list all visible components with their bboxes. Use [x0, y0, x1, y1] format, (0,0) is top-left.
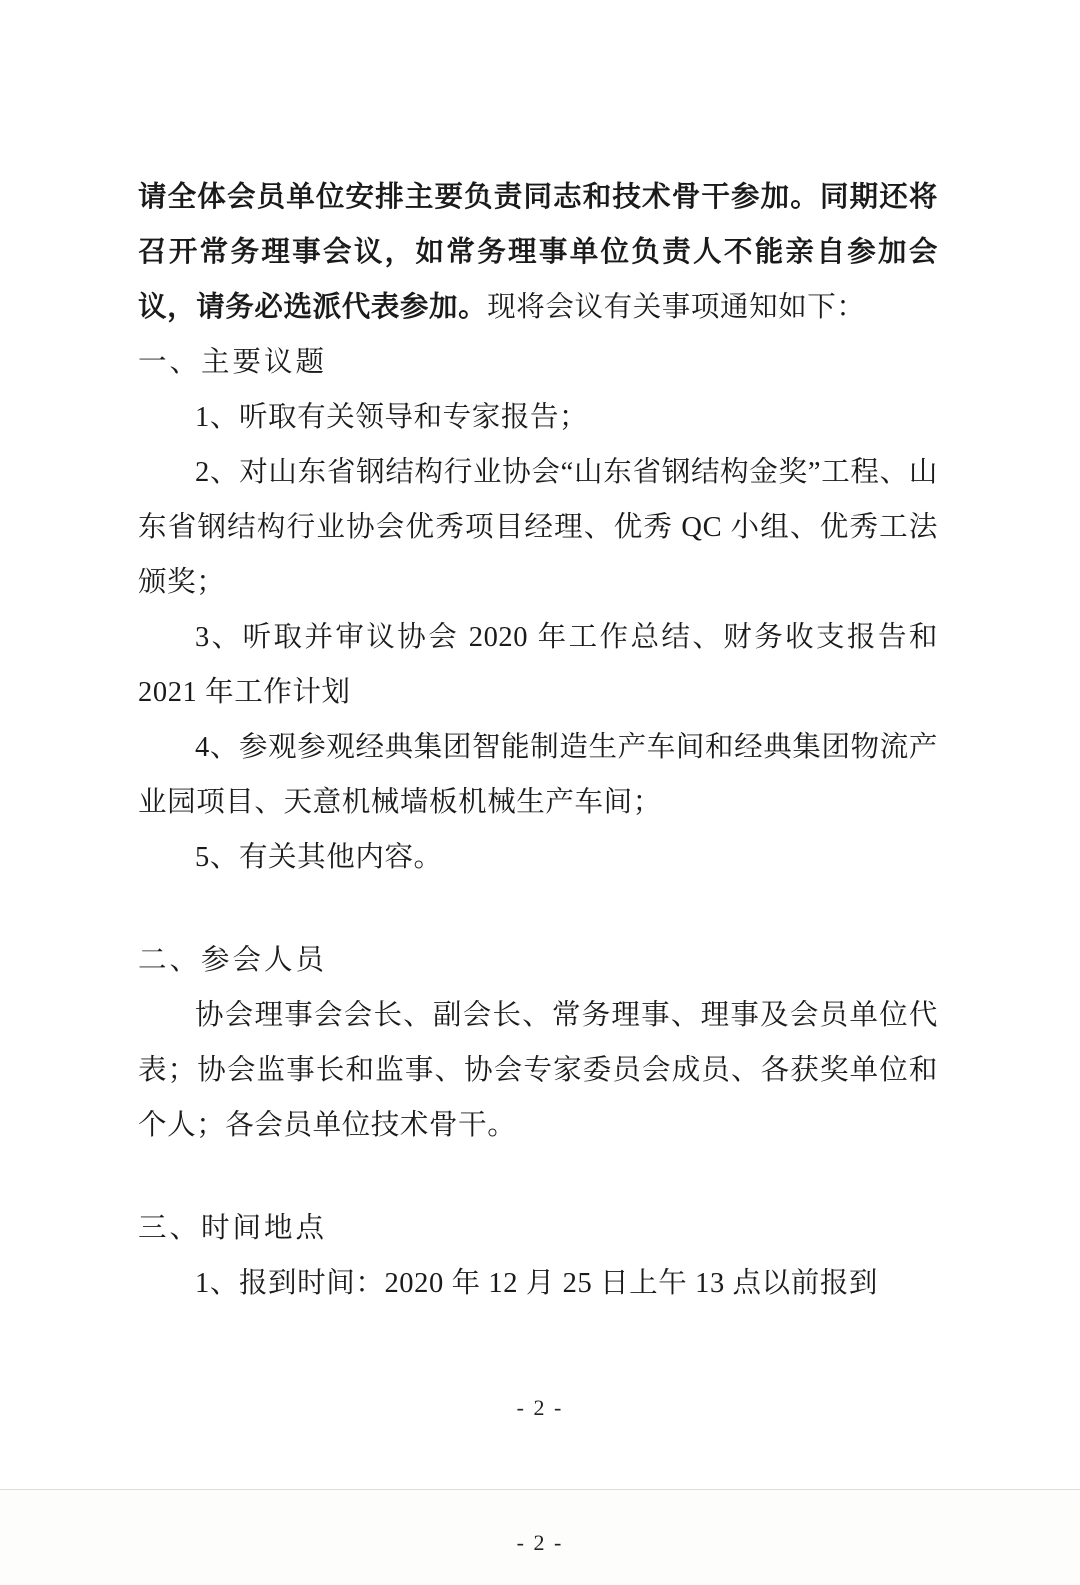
page-number-inner: - 2 - [516, 1395, 564, 1420]
intro-paragraph [138, 170, 938, 335]
spacer-1 [138, 885, 938, 933]
section-heading-3: 三、时间地点 [138, 1213, 328, 1244]
section-1-item-3: 3、听取并审议协会 2020 年工作总结、财务收支报告和 2021 年工作计划 [138, 622, 946, 708]
section-1-item-4: 4、参观参观经典集团智能制造生产车间和经典集团物流产业园项目、天意机械墙板机械生产车间； [138, 732, 938, 818]
section-1-item-2: 2、对山东省钢结构行业协会“山东省钢结构金奖”工程、山东省钢结构行业协会优秀项目经理、优秀 QC 小组、优秀工法颁奖； [138, 457, 938, 598]
section-heading-1: 一、主要议题 [138, 347, 328, 378]
spacer-2 [138, 1153, 938, 1201]
section-3-item-1: 1、报到时间：2020 年 12 月 25 日上午 13 点以前报到 [195, 1268, 879, 1299]
intro-normal-text: 现将会议有关事项通知如下： [487, 292, 866, 323]
document-body [138, 170, 946, 1311]
page-number-outer: - 2 - [516, 1530, 564, 1555]
section-1-item-1: 1、听取有关领导和专家报告； [195, 402, 589, 433]
section-2-item-1: 协会理事会会长、副会长、常务理事、理事及会员单位代表；协会监事长和监事、协会专家委员会成员、各获奖单位和个人；各会员单位技术骨干。 [138, 1000, 938, 1141]
intro-bold-text: 请全体会员单位安排主要负责同志和技术骨干参加。同期还将召开常务理事会议，如常务理事单位负责人不能亲自参加会议，请务必选派代表参加。 [138, 182, 938, 323]
section-1-item-5: 5、有关其他内容。 [195, 842, 443, 873]
section-heading-2: 二、参会人员 [138, 945, 328, 976]
